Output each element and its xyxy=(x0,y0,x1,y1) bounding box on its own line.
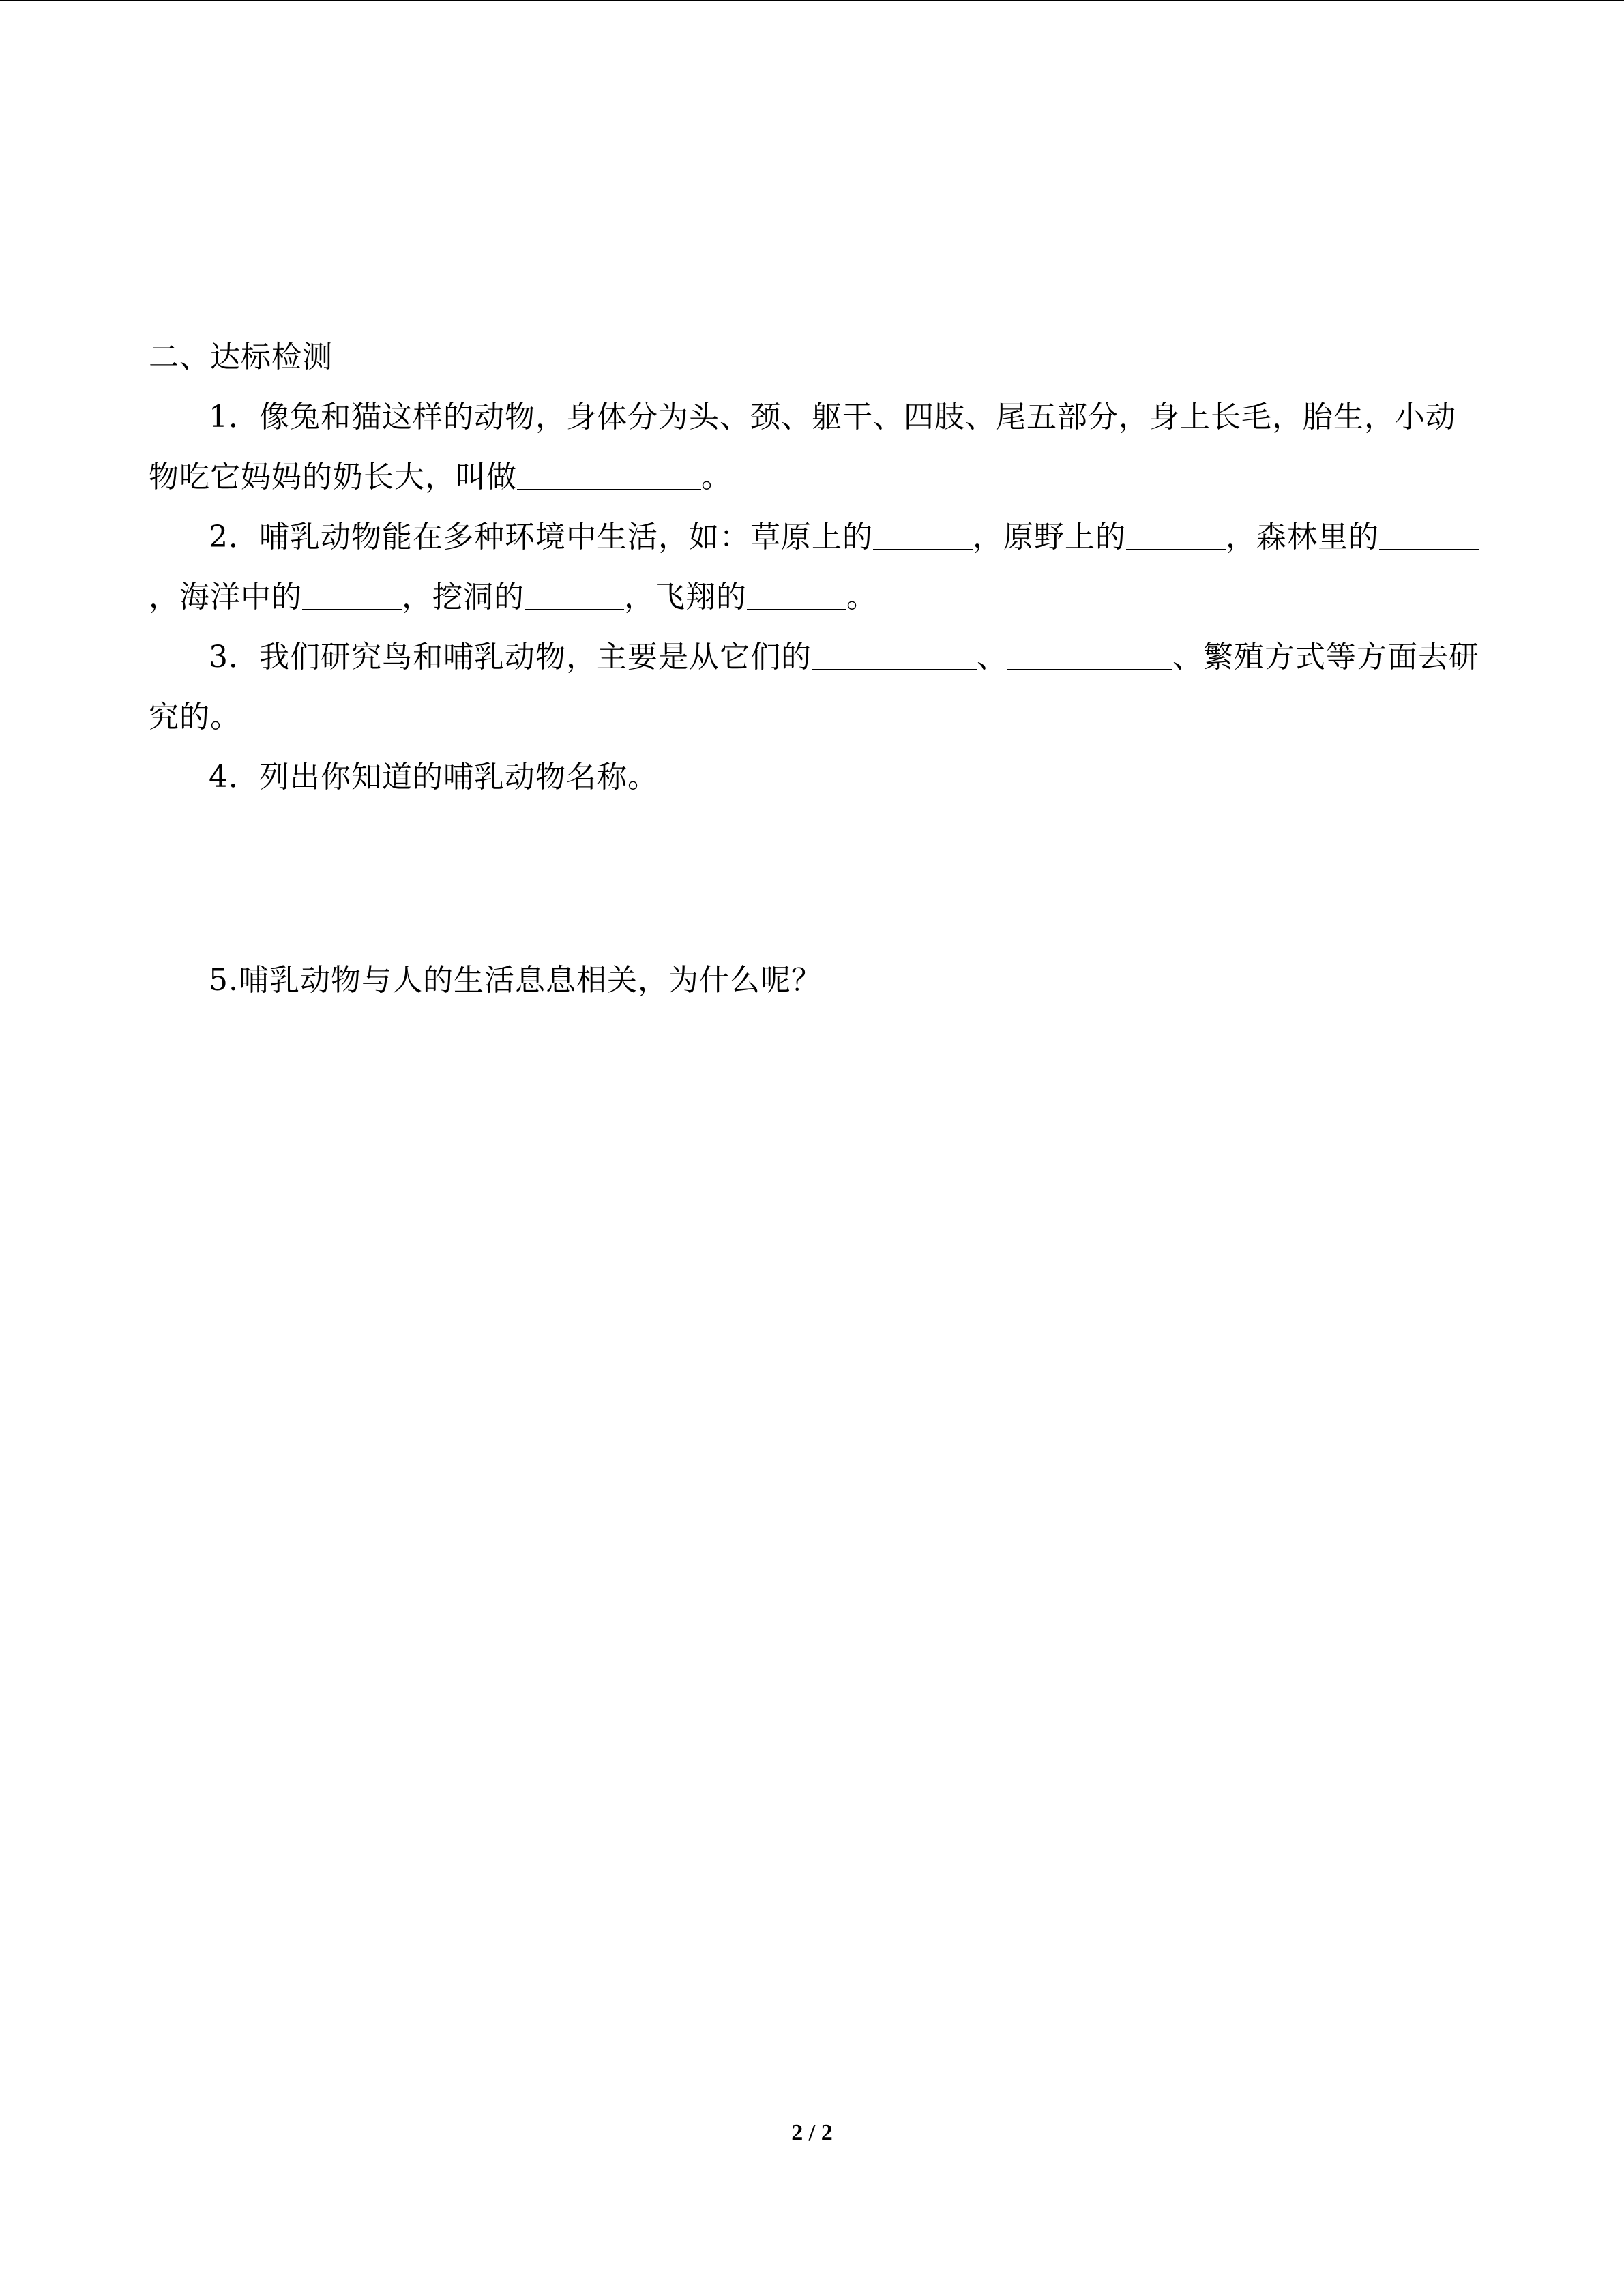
question-2-blank-burrowing[interactable] xyxy=(525,578,624,610)
question-2-blank-grassland[interactable] xyxy=(873,518,973,550)
question-4: 4．列出你知道的哺乳动物名称。 xyxy=(209,760,658,794)
question-2-blank-wilderness[interactable] xyxy=(1126,518,1226,550)
question-3 xyxy=(149,627,1486,747)
section-title: 二、达标检测 xyxy=(149,340,333,374)
question-2-text-g: 。 xyxy=(846,580,877,614)
question-2-text-a: 2．哺乳动物能在多种环境中生活，如：草原上的 xyxy=(209,520,873,554)
worksheet-content xyxy=(149,327,1486,1011)
question-3-blank-1[interactable] xyxy=(812,638,977,670)
question-2-text-c: ，森林里的 xyxy=(1226,520,1379,554)
question-3-blank-2[interactable] xyxy=(1007,638,1172,670)
page-number: 2 / 2 xyxy=(791,2120,833,2145)
question-2-blank-ocean[interactable] xyxy=(302,578,402,610)
question-3-text-c: 、繁殖方式等方面去研究的。 xyxy=(149,640,1479,734)
question-3-text-a: 3．我们研究鸟和哺乳动物，主要是从它们的 xyxy=(209,640,812,674)
question-2-blank-forest[interactable] xyxy=(1379,518,1479,550)
question-1-text: 1．像兔和猫这样的动物，身体分为头、颈、躯干、四肢、尾五部分，身上长毛，胎生，小动物吃它妈妈的奶长大，叫做 xyxy=(149,400,1456,494)
question-1 xyxy=(149,387,1486,507)
question-2-blank-flying[interactable] xyxy=(747,578,846,610)
question-1-blank[interactable] xyxy=(517,458,701,490)
question-2-text-e: ，挖洞的 xyxy=(402,580,525,614)
question-2-text-d: ，海洋中的 xyxy=(149,580,302,614)
question-2-text-f: ，飞翔的 xyxy=(624,580,747,614)
question-2-text-b: ，原野上的 xyxy=(973,520,1126,554)
question-3-text-b: 、 xyxy=(977,640,1007,674)
question-5: 5.哺乳动物与人的生活息息相关，为什么呢？ xyxy=(209,963,822,998)
question-2 xyxy=(149,507,1486,627)
question-1-end: 。 xyxy=(701,460,732,494)
